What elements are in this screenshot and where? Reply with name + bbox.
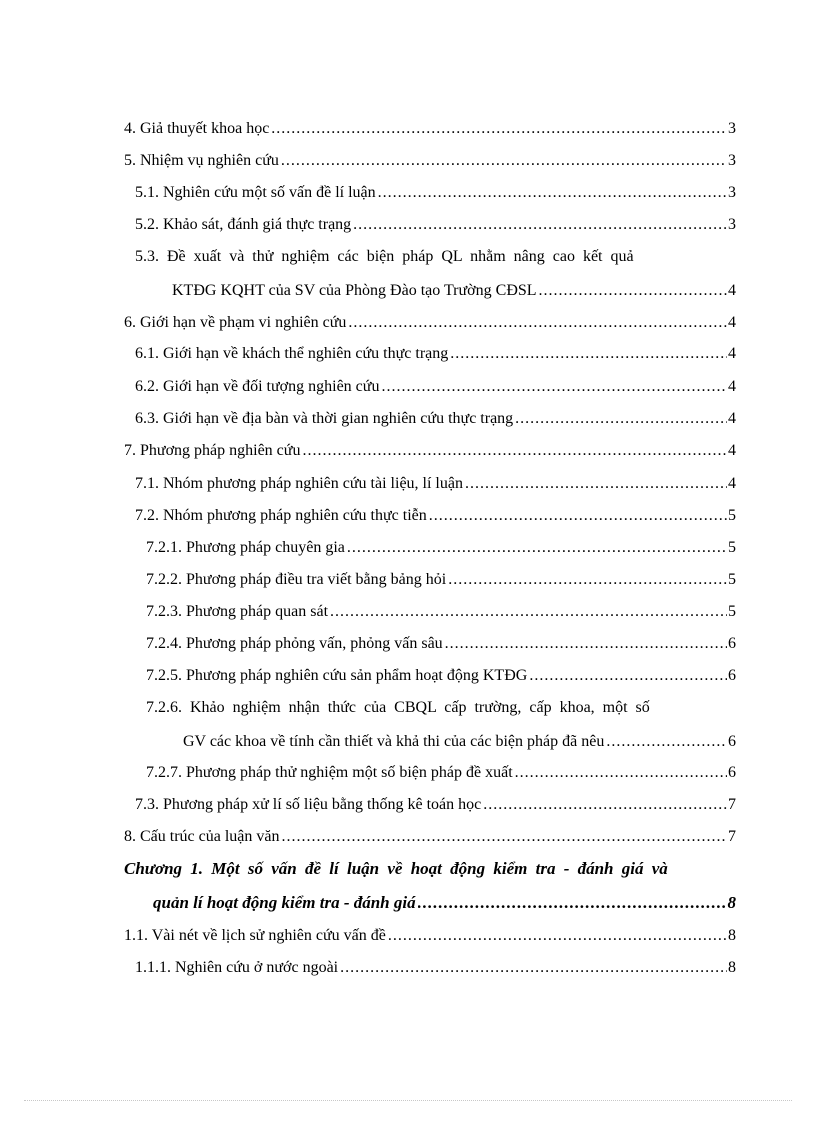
toc-page-number: 4: [728, 282, 736, 299]
toc-page-number: 4: [728, 378, 736, 395]
toc-page-number: 6: [728, 667, 736, 684]
toc-page-number: 5: [728, 539, 736, 556]
toc-entry-title: 7.2.4. Phương pháp phỏng vấn, phỏng vấn sâu: [146, 635, 443, 652]
toc-page-number: 4: [728, 345, 736, 362]
toc-entry-title: 6. Giới hạn về phạm vi nghiên cứu: [124, 314, 347, 331]
toc-entry[interactable]: [124, 925, 736, 947]
toc-entry[interactable]: [135, 408, 736, 430]
toc-entry[interactable]: [124, 826, 736, 848]
toc-leader-dots: [302, 440, 727, 462]
toc-entry-wrapped-first-line[interactable]: [146, 697, 718, 719]
toc-page-number: 4: [728, 410, 736, 427]
toc-page-number: 3: [728, 120, 736, 137]
toc-entry-title: KTĐG KQHT của SV của Phòng Đào tạo Trường CĐSL: [172, 282, 537, 299]
toc-entry-title: 7.2.7. Phương pháp thử nghiệm một số biện pháp đề xuất: [146, 764, 513, 781]
toc-leader-dots: [418, 892, 727, 914]
toc-entry[interactable]: [135, 794, 736, 816]
toc-entry-title: 7.1. Nhóm phương pháp nghiên cứu tài liệu, lí luận: [135, 475, 463, 492]
toc-page-number: 6: [728, 764, 736, 781]
toc-entry-title: GV các khoa về tính cần thiết và khả thi của các biện pháp đã nêu: [183, 733, 605, 750]
toc-leader-dots: [281, 150, 727, 172]
toc-entry[interactable]: [135, 214, 736, 236]
toc-leader-dots: [378, 182, 727, 204]
toc-leader-dots: [450, 343, 727, 365]
toc-page-number: 4: [728, 475, 736, 492]
toc-chapter-heading-first-line[interactable]: [124, 858, 714, 880]
toc-entry-title: 5.2. Khảo sát, đánh giá thực trạng: [135, 216, 352, 233]
toc-entry[interactable]: [135, 473, 736, 495]
toc-entry[interactable]: [146, 601, 736, 623]
toc-entry-title: 6.2. Giới hạn về đối tượng nghiên cứu: [135, 378, 380, 395]
toc-entry-title: 6.1. Giới hạn về khách thể nghiên cứu thực trạng: [135, 345, 449, 362]
toc-entry-title: quản lí hoạt động kiểm tra - đánh giá: [153, 893, 416, 912]
toc-entry-title: 6.3. Giới hạn về địa bàn và thời gian nghiên cứu thực trạng: [135, 410, 514, 427]
toc-entry[interactable]: [146, 665, 736, 687]
toc-page-number: 7: [728, 796, 736, 813]
toc-entry-title: 4. Giả thuyết khoa học: [124, 120, 270, 137]
toc-entry-title: 7.2. Nhóm phương pháp nghiên cứu thực tiễn: [135, 507, 427, 524]
toc-leader-dots: [347, 537, 727, 559]
toc-entry-title: 8. Cấu trúc của luận văn: [124, 828, 280, 845]
toc-entry-title: 7.2.5. Phương pháp nghiên cứu sản phẩm hoạt động KTĐG: [146, 667, 528, 684]
toc-entry[interactable]: [135, 376, 736, 398]
toc-leader-dots: [282, 826, 728, 848]
toc-entry[interactable]: [146, 633, 736, 655]
toc-leader-dots: [539, 280, 727, 302]
toc-leader-dots: [429, 505, 727, 527]
toc-leader-dots: [381, 376, 727, 398]
toc-page-number: 3: [728, 184, 736, 201]
toc-leader-dots: [388, 925, 727, 947]
toc-entry[interactable]: [135, 505, 736, 527]
toc-leader-dots: [348, 312, 727, 334]
toc-entry-title: 1.1. Vài nét về lịch sử nghiên cứu vấn đề: [124, 927, 386, 944]
toc-leader-dots: [483, 794, 727, 816]
toc-page-number: 6: [728, 733, 736, 750]
toc-entry[interactable]: [124, 150, 736, 172]
toc-entry[interactable]: [135, 957, 736, 979]
toc-entry-title: 5.1. Nghiên cứu một số vấn đề lí luận: [135, 184, 376, 201]
toc-leader-dots: [340, 957, 727, 979]
toc-entry-title: 5. Nhiệm vụ nghiên cứu: [124, 152, 279, 169]
toc-entry[interactable]: [135, 343, 736, 365]
toc-page-number: 3: [728, 152, 736, 169]
toc-entry-title: 7.2.3. Phương pháp quan sát: [146, 603, 329, 620]
toc-page-number: 3: [728, 216, 736, 233]
toc-leader-dots: [515, 762, 727, 784]
toc-entry-wrapped-first-line[interactable]: [135, 246, 718, 268]
toc-page-number: 8: [727, 893, 736, 912]
toc-entry[interactable]: [146, 762, 736, 784]
toc-page-number: 8: [728, 927, 736, 944]
toc-entry-title: 7.2.2. Phương pháp điều tra viết bằng bảng hỏi: [146, 571, 447, 588]
toc-entry-title: 7.3. Phương pháp xử lí số liệu bằng thống kê toán học: [135, 796, 482, 813]
toc-leader-dots: [465, 473, 727, 495]
toc-page-number: 4: [728, 442, 736, 459]
toc-entry[interactable]: [124, 312, 736, 334]
toc-leader-dots: [330, 601, 727, 623]
toc-leader-dots: [445, 633, 727, 655]
toc-page-number: 5: [728, 507, 736, 524]
toc-leader-dots: [353, 214, 727, 236]
toc-entry[interactable]: [135, 182, 736, 204]
toc-leader-dots: [271, 118, 727, 140]
toc-leader-dots: [448, 569, 727, 591]
toc-chapter-heading-continuation[interactable]: [153, 892, 736, 914]
toc-entry[interactable]: [146, 537, 736, 559]
toc-entry[interactable]: [124, 440, 736, 462]
toc-page-number: 6: [728, 635, 736, 652]
toc-page-number: 5: [728, 603, 736, 620]
toc-page-number: 8: [728, 959, 736, 976]
toc-page-number: 4: [728, 314, 736, 331]
toc-leader-dots: [515, 408, 727, 430]
toc-page-number: 5: [728, 571, 736, 588]
toc-entry-title: 5.3. Đề xuất và thử nghiệm các biện pháp QL nhằm nâng cao kết quả: [135, 248, 634, 265]
toc-entry-title: Chương 1. Một số vấn đề lí luận về hoạt động kiểm tra - đánh giá và: [124, 859, 668, 878]
page-bottom-edge: [24, 1100, 792, 1101]
toc-entry[interactable]: [124, 118, 736, 140]
toc-leader-dots: [606, 731, 727, 753]
toc-entry-continuation[interactable]: [183, 731, 736, 753]
toc-entry-continuation[interactable]: [172, 280, 736, 302]
toc-leader-dots: [529, 665, 727, 687]
toc-entry[interactable]: [146, 569, 736, 591]
toc-page-number: 7: [728, 828, 736, 845]
toc-entry-title: 7.2.6. Khảo nghiệm nhận thức của CBQL cấp trường, cấp khoa, một số: [146, 699, 650, 716]
toc-entry-title: 7. Phương pháp nghiên cứu: [124, 442, 301, 459]
toc-entry-title: 1.1.1. Nghiên cứu ở nước ngoài: [135, 959, 339, 976]
toc-entry-title: 7.2.1. Phương pháp chuyên gia: [146, 539, 345, 556]
